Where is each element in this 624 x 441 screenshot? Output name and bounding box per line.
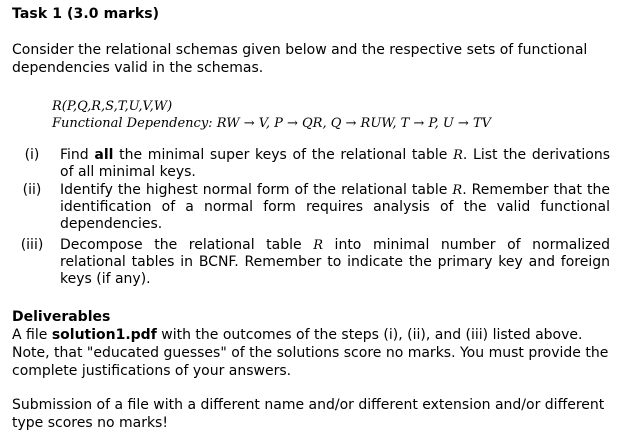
item-number: (i) [24, 147, 40, 163]
item-text-part: Decompose the relational table [60, 237, 314, 253]
item-text-part: . Remember that the identification of a normal form requires analysis of the valid functional dependencies. [60, 182, 610, 232]
item-text [60, 147, 610, 181]
intro-paragraph: Consider the relational schemas given below and the respective sets of functional dependencies valid in the schemas. [12, 42, 588, 76]
relational-schema: R(P,Q,R,S,T,U,V,W) [52, 99, 173, 114]
solution-filename: solution1.pdf [51, 327, 157, 343]
item-text-part: the minimal super keys of the relational table [113, 147, 454, 163]
deliverables-paragraph [12, 326, 612, 380]
item-text [60, 237, 610, 288]
item-text-part: . List the derivations of all minimal keys. [60, 147, 610, 180]
deliverables-heading: Deliverables [12, 309, 111, 325]
item-number: (iii) [20, 237, 44, 253]
relation-symbol: R [453, 148, 463, 163]
deliverables-text: A file [12, 327, 52, 343]
item-text-part: Find [60, 147, 95, 163]
deliverables-text: with the outcomes of the steps (i), (ii), and (iii) listed above. Note, that "educated guesses" of the solutions score no marks. You must provide the complete justifications of your answers. [12, 327, 609, 379]
submission-note: Submission of a file with a different name and/or different extension and/or different type scores no marks! [12, 397, 605, 431]
item-text-part: Identify the highest normal form of the relational table [60, 182, 453, 198]
task-title: Task 1 (3.0 marks) [12, 6, 160, 22]
item-text-bold: all [94, 147, 114, 163]
relation-symbol: R [313, 238, 323, 253]
item-number: (ii) [22, 182, 42, 198]
item-text [60, 182, 610, 233]
item-text-part: into minimal number of normalized relational tables in BCNF. Remember to indicate the primary key and foreign keys (if any). [60, 237, 610, 287]
relation-symbol: R [452, 183, 463, 198]
functional-dependencies: Functional Dependency: RW → V, P → QR, Q → RUW, T → P, U → TV [52, 116, 492, 131]
